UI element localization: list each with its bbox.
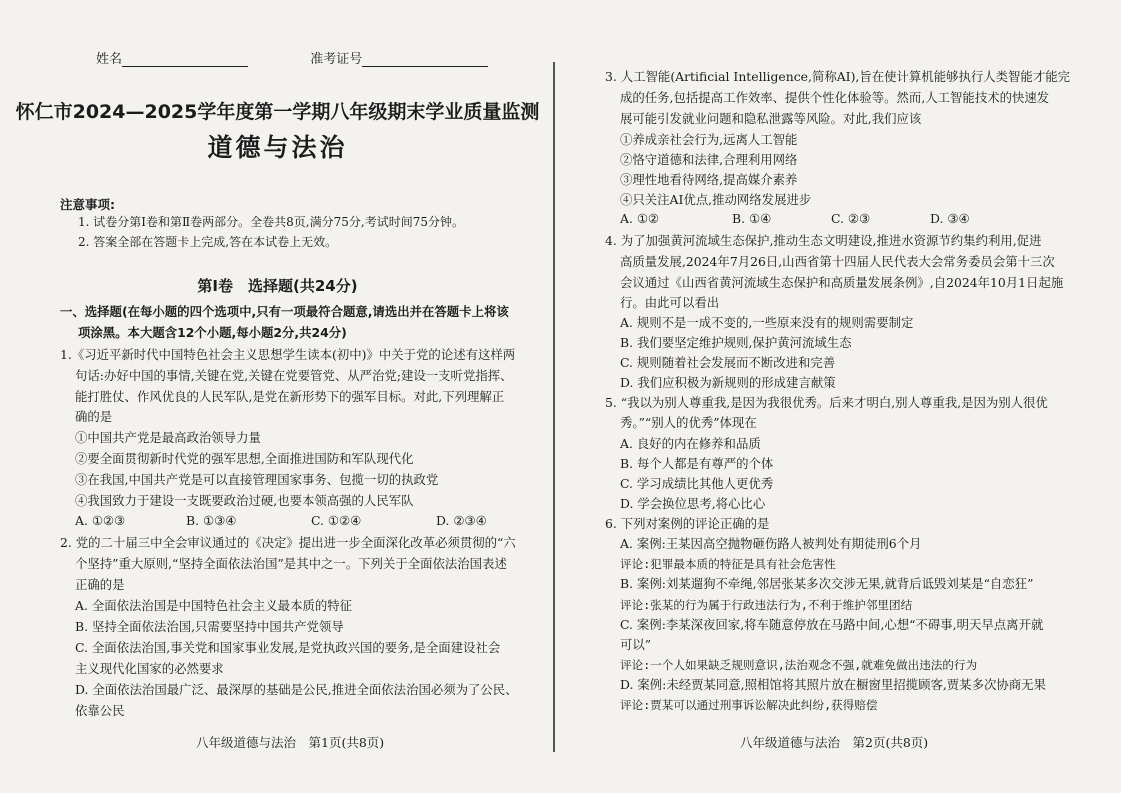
section-instruction: 一、选择题(在每小题的四个选项中,只有一项最符合题意,请选出并在答题卡上将该 <box>60 304 509 319</box>
page-footer: 八年级道德与法治 第1页(共8页) <box>196 735 385 750</box>
exam-number-label: 准考证号 <box>310 52 363 67</box>
case-c-continued: 可以” <box>620 637 652 652</box>
name-field[interactable] <box>122 54 248 67</box>
name-label: 姓名 <box>96 52 123 67</box>
option-c[interactable]: C. 规则随着社会发展而不断改进和完善 <box>620 355 836 370</box>
question-5-stem: 5. “我以为别人尊重我,是因为我很优秀。后来才明白,别人尊重我,是因为别人很优 <box>605 395 1048 410</box>
option-b[interactable]: B. 我们要坚定维护规则,保护黄河流域生态 <box>620 335 852 350</box>
right-page <box>560 0 1121 793</box>
question-4-stem: 4. 为了加强黄河流域生态保护,推动生态文明建设,推进水资源节约集约利用,促进 <box>605 233 1042 248</box>
option-b[interactable]: B. 每个人都是有尊严的个体 <box>620 456 774 471</box>
statement-item: ②恪守道德和法律,合理利用网络 <box>620 152 798 167</box>
notice-heading: 注意事项: <box>60 197 115 212</box>
statement-item: ④我国致力于建设一支既要政治过硬,也要本领高强的人民军队 <box>75 493 414 508</box>
option-c-continued: 主义现代化国家的必然要求 <box>75 661 224 676</box>
statement-item: ②要全面贯彻新时代党的强军思想,全面推进国防和军队现代化 <box>75 451 414 466</box>
exam-title: 怀仁市2024—2025学年度第一学期八年级期末学业质量监测 <box>15 101 540 123</box>
question-5-stem: 秀。”“别人的优秀”体现在 <box>620 415 757 430</box>
question-1-stem: 能打胜仗、作风优良的人民军队,是党在新形势下的强军目标。对此,下列理解正 <box>75 389 505 404</box>
question-2-stem: 个坚持”重大原则,“坚持全面依法治国”是其中之一。下列关于全面依法治国表述 <box>75 556 507 571</box>
question-3-stem: 展可能引发就业问题和隐私泄露等风险。对此,我们应该 <box>620 111 922 126</box>
statement-item: ④只关注AI优点,推动网络发展进步 <box>620 192 812 207</box>
notice-item: 1. 试卷分第Ⅰ卷和第Ⅱ卷两部分。全卷共8页,满分75分,考试时间75分钟。 <box>78 215 464 229</box>
question-4-stem: 行。由此可以看出 <box>620 295 720 310</box>
option-c[interactable]: C. 学习成绩比其他人更优秀 <box>620 476 774 491</box>
left-page <box>0 0 555 793</box>
comment-a: 评论:犯罪最本质的特征是具有社会危害性 <box>620 557 836 571</box>
option-a[interactable]: A. ①②③ <box>75 513 126 528</box>
option-a[interactable]: A. ①② <box>620 211 660 226</box>
question-1-options <box>75 513 515 531</box>
comment-b: 评论:张某的行为属于行政违法行为,不利于维护邻里团结 <box>620 598 913 612</box>
option-b[interactable]: B. 坚持全面依法治国,只需要坚持中国共产党领导 <box>75 619 344 634</box>
question-3-options <box>620 211 1060 229</box>
question-4-stem: 高质量发展,2024年7月26日,山西省第十四届人民代表大会常务委员会第十三次 <box>620 254 1055 269</box>
option-c[interactable]: C. ②③ <box>831 211 871 226</box>
statement-item: ①中国共产党是最高政治领导力量 <box>75 430 261 445</box>
question-1-stem: 确的是 <box>75 409 113 424</box>
option-c[interactable]: C. ①②④ <box>311 513 362 528</box>
statement-item: ③在我国,中国共产党是可以直接管理国家事务、包揽一切的执政党 <box>75 472 439 487</box>
student-info-row <box>96 48 488 67</box>
case-c[interactable]: C. 案例:李某深夜回家,将车随意停放在马路中间,心想“不碍事,明天早点离开就 <box>620 617 1044 632</box>
option-b[interactable]: B. ①③④ <box>186 513 237 528</box>
comment-d: 评论:贾某可以通过刑事诉讼解决此纠纷,获得赔偿 <box>620 698 878 712</box>
statement-item: ③理性地看待网络,提高媒介素养 <box>620 172 798 187</box>
option-a[interactable]: A. 良好的内在修养和品质 <box>620 436 761 451</box>
section-instruction: 项涂黑。本大题含12个小题,每小题2分,共24分) <box>78 325 347 340</box>
question-2-stem: 2. 党的二十届三中全会审议通过的《决定》提出进一步全面深化改革必须贯彻的“六 <box>60 535 516 550</box>
exam-number-field[interactable] <box>362 54 488 67</box>
option-a[interactable]: A. 全面依法治国是中国特色社会主义最本质的特征 <box>75 598 353 613</box>
question-1-stem: 句话:办好中国的事情,关键在党,关键在党要管党、从严治党;建设一支听党指挥、 <box>75 368 513 383</box>
option-a[interactable]: A. 规则不是一成不变的,一些原来没有的规则需要制定 <box>620 315 914 330</box>
case-b[interactable]: B. 案例:刘某遛狗不牵绳,邻居张某多次交涉无果,就背后诋毁刘某是“自恋狂” <box>620 576 1034 591</box>
question-6-stem: 6. 下列对案例的评论正确的是 <box>605 516 770 531</box>
comment-c: 评论:一个人如果缺乏规则意识,法治观念不强,就难免做出违法的行为 <box>620 658 978 672</box>
option-d-continued: 依靠公民 <box>75 703 125 718</box>
question-3-stem: 3. 人工智能(Artificial Intelligence,简称AI),旨在使计算机能够执行人类智能才能完 <box>605 69 1070 84</box>
option-d[interactable]: D. ③④ <box>930 211 970 226</box>
page-footer: 八年级道德与法治 第2页(共8页) <box>740 735 929 750</box>
option-d[interactable]: D. 学会换位思考,将心比心 <box>620 496 766 511</box>
option-d[interactable]: D. 我们应积极为新规则的形成建言献策 <box>620 375 836 390</box>
question-3-stem: 成的任务,包括提高工作效率、提供个性化体验等。然而,人工智能技术的快速发 <box>620 90 1050 105</box>
case-a[interactable]: A. 案例:王某因高空抛物砸伤路人被判处有期徒刑6个月 <box>620 536 922 551</box>
subject-title: 道德与法治 <box>207 133 348 162</box>
statement-item: ①养成亲社会行为,远离人工智能 <box>620 132 798 147</box>
option-d[interactable]: D. ②③④ <box>436 513 487 528</box>
option-d[interactable]: D. 全面依法治国最广泛、最深厚的基础是公民,推进全面依法治国必须为了公民、 <box>75 682 518 697</box>
section-title: 第Ⅰ卷 选择题(共24分) <box>197 277 358 295</box>
option-c[interactable]: C. 全面依法治国,事关党和国家事业发展,是党执政兴国的要务,是全面建设社会 <box>75 640 501 655</box>
option-b[interactable]: B. ①④ <box>732 211 772 226</box>
question-4-stem: 会议通过《山西省黄河流域生态保护和高质量发展条例》,自2024年10月1日起施 <box>620 275 1064 290</box>
notice-item: 2. 答案全部在答题卡上完成,答在本试卷上无效。 <box>78 235 338 249</box>
case-d[interactable]: D. 案例:未经贾某同意,照相馆将其照片放在橱窗里招揽顾客,贾某多次协商无果 <box>620 677 1046 692</box>
question-1-stem: 1.《习近平新时代中国特色社会主义思想学生读本(初中)》中关于党的论述有这样两 <box>60 347 516 362</box>
question-2-stem: 正确的是 <box>75 577 125 592</box>
